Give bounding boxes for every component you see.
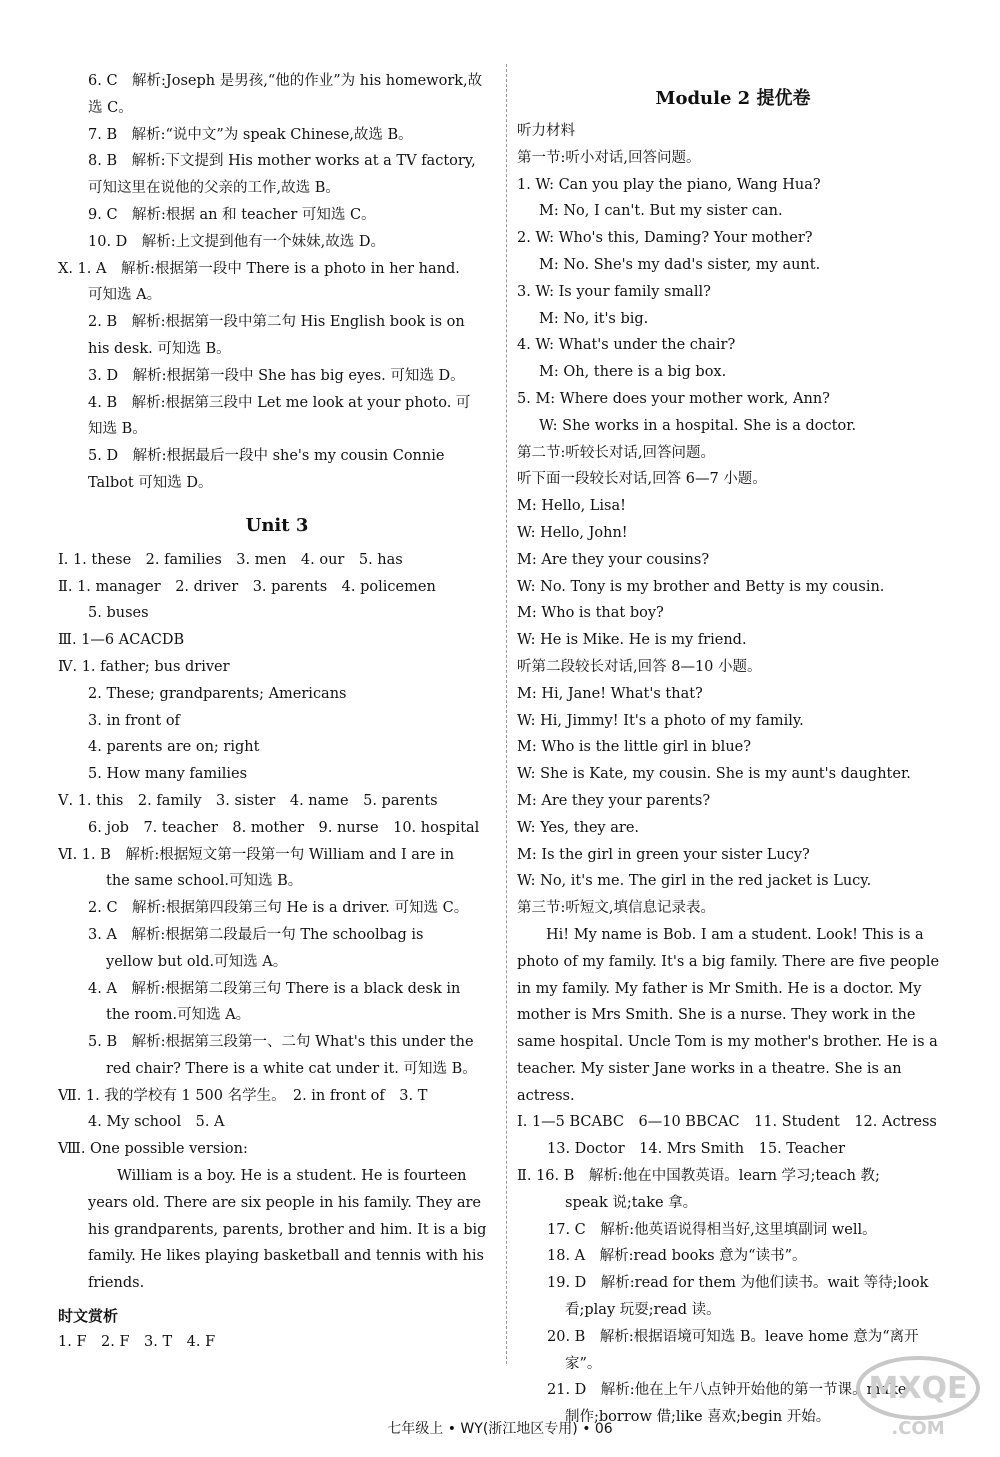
left-line: the same school.可知选 B。 <box>106 873 303 890</box>
left-line: 5. How many families <box>88 766 248 783</box>
right-line: 3. W: Is your family small? <box>517 283 711 300</box>
right-line: 19. D 解析:read for them 为他们读书。wait 等待;look <box>547 1275 929 1292</box>
left-line: 5. B 解析:根据第三段第一、二句 What's this under the <box>88 1034 474 1051</box>
left-line: his desk. 可知选 B。 <box>88 340 231 357</box>
left-line: Ⅳ. 1. father; bus driver <box>58 658 230 675</box>
listening-passage: Hi! My name is Bob. I am a student. Look! This is a photo of my family. It's a big family. There are five people in my family. My father is Mr Smith. He is a doctor. My mother is Mrs Smith. She is a nurse. They work in the same hospital. Uncle Tom is my mother's brother. He is a teacher. My sister Jane works in a theatre. She is an actress. <box>517 926 940 1104</box>
left-line: Ⅵ. 1. B 解析:根据短文第一段第一句 William and I are in <box>58 846 455 863</box>
left-line: 8. B 解析:下文提到 His mother works at a TV factory, <box>88 153 476 170</box>
left-line: 10. D 解析:上文提到他有一个妹妹,故选 D。 <box>88 233 386 250</box>
unit-title: Unit 3 <box>245 514 309 536</box>
left-line: 3. A 解析:根据第二段最后一句 The schoolbag is <box>88 926 424 943</box>
left-line: 3. in front of <box>88 712 180 729</box>
left-line: 6. job 7. teacher 8. mother 9. nurse 10. hospital <box>88 819 480 836</box>
left-line: yellow but old.可知选 A。 <box>106 953 288 970</box>
right-line: 18. A 解析:read books 意为“读书”。 <box>547 1248 807 1265</box>
right-line: W: She works in a hospital. She is a doctor. <box>539 417 857 434</box>
listening-script <box>517 118 949 922</box>
section-title: 时文赏析 <box>58 1307 119 1326</box>
section-answers: 1. F 2. F 3. T 4. F <box>58 1334 216 1351</box>
left-line: 知选 B。 <box>88 421 147 438</box>
right-line: 17. C 解析:他英语说得相当好,这里填副词 well。 <box>547 1221 877 1238</box>
right-line: 第一节:听小对话,回答问题。 <box>517 149 701 166</box>
right-line: 13. Doctor 14. Mrs Smith 15. Teacher <box>547 1141 846 1158</box>
right-line: 第二节:听较长对话,回答问题。 <box>517 444 715 461</box>
right-line: 21. D 解析:他在上午八点钟开始他的第一节课。make <box>547 1382 907 1399</box>
left-line: 4. My school 5. A <box>88 1114 225 1131</box>
module-title: Module 2 提优卷 <box>655 88 811 109</box>
left-line: 2. C 解析:根据第四段第三句 He is a driver. 可知选 C。 <box>88 900 469 917</box>
answer-lines-module1 <box>58 68 496 497</box>
left-line: Ⅷ. One possible version: <box>58 1141 248 1158</box>
left-line: 4. parents are on; right <box>88 739 260 756</box>
left-column <box>58 68 496 1356</box>
left-line: 6. C 解析:Joseph 是男孩,“他的作业”为 his homework,故 <box>88 73 483 89</box>
left-line: 可知选 A。 <box>88 287 162 304</box>
right-line: W: Yes, they are. <box>517 819 640 836</box>
left-line: red chair? There is a white cat under it. 可知选 B。 <box>106 1060 477 1077</box>
left-line: Ⅶ. 1. 我的学校有 1 500 名学生。 2. in front of 3. T <box>58 1087 428 1104</box>
left-line: 2. These; grandparents; Americans <box>88 685 347 702</box>
right-line: W: She is Kate, my cousin. She is my aunt's daughter. <box>517 766 911 783</box>
right-line: 听第二段较长对话,回答 8—10 小题。 <box>517 658 762 675</box>
left-line: Talbot 可知选 D。 <box>88 474 213 491</box>
left-line: Ⅰ. 1. these 2. families 3. men 4. our 5. has <box>58 551 403 568</box>
right-line: Ⅱ. 16. B 解析:他在中国教英语。learn 学习;teach 教; <box>517 1168 880 1185</box>
right-line: M: Are they your parents? <box>517 792 711 809</box>
svg-text:MXQE: MXQE <box>868 1371 968 1406</box>
left-line: 5. buses <box>88 605 149 622</box>
left-line: 4. B 解析:根据第三段中 Let me look at your photo. 可 <box>88 394 471 411</box>
right-line: M: Is the girl in green your sister Lucy? <box>517 846 810 863</box>
svg-text:.COM: .COM <box>891 1418 945 1439</box>
right-line: 听力材料 <box>517 123 575 139</box>
right-line: 第三节:听短文,填信息记录表。 <box>517 900 715 917</box>
right-line: Ⅰ. 1—5 BCABC 6—10 BBCAC 11. Student 12. Actress <box>517 1114 937 1131</box>
right-line: 4. W: What's under the chair? <box>517 337 736 354</box>
right-line: M: Are they your cousins? <box>517 551 710 568</box>
right-line: W: Hi, Jimmy! It's a photo of my family. <box>517 712 804 729</box>
right-line: W: He is Mike. He is my friend. <box>517 632 747 649</box>
right-line: W: No, it's me. The girl in the red jacket is Lucy. <box>517 873 872 890</box>
left-line: 4. A 解析:根据第二段第三句 There is a black desk in <box>88 980 461 997</box>
left-line: 7. B 解析:“说中文”为 speak Chinese,故选 B。 <box>88 126 413 143</box>
left-line: 9. C 解析:根据 an 和 teacher 可知选 C。 <box>88 206 376 223</box>
left-line: Ⅱ. 1. manager 2. driver 3. parents 4. policemen <box>58 578 436 595</box>
left-line: the room.可知选 A。 <box>106 1007 251 1024</box>
left-line: Ⅴ. 1. this 2. family 3. sister 4. name 5. parents <box>58 792 438 809</box>
right-line: 听下面一段较长对话,回答 6—7 小题。 <box>517 471 767 488</box>
right-column <box>517 68 949 1431</box>
sample-essay: William is a boy. He is a student. He is fourteen years old. There are six people in his family. They are his grandparents, parents, brother and him. It is a big family. He likes playing basketball and tennis with his friends. <box>88 1168 487 1292</box>
right-line: 5. M: Where does your mother work, Ann? <box>517 390 830 407</box>
right-line: M: No. She's my dad's sister, my aunt. <box>539 256 821 273</box>
right-line: W: No. Tony is my brother and Betty is my cousin. <box>517 578 885 595</box>
right-line: M: Hello, Lisa! <box>517 498 626 515</box>
right-line: M: Who is that boy? <box>517 605 664 622</box>
column-divider <box>506 64 507 1364</box>
left-line: 2. B 解析:根据第一段中第二句 His English book is on <box>88 314 465 331</box>
left-line: 5. D 解析:根据最后一段中 she's my cousin Connie <box>88 448 445 465</box>
right-line: M: Hi, Jane! What's that? <box>517 685 703 702</box>
right-line: 2. W: Who's this, Daming? Your mother? <box>517 230 813 247</box>
right-line: M: No, it's big. <box>539 310 649 327</box>
right-line: 制作;borrow 借;like 喜欢;begin 开始。 <box>565 1409 831 1426</box>
left-line: 可知这里在说他的父亲的工作,故选 B。 <box>88 180 340 197</box>
right-line: M: Who is the little girl in blue? <box>517 739 752 756</box>
right-line: 20. B 解析:根据语境可知选 B。leave home 意为“离开 <box>547 1328 919 1345</box>
right-line: M: Oh, there is a big box. <box>539 364 727 381</box>
page-footer: 七年级上 • WY(浙江地区专用) • 06 <box>387 1421 613 1437</box>
answer-lines-unit3 <box>58 547 496 1163</box>
right-line: M: No, I can't. But my sister can. <box>539 203 783 220</box>
left-line: 选 C。 <box>88 99 133 116</box>
watermark-logo <box>826 1350 986 1440</box>
left-line: Ⅹ. 1. A 解析:根据第一段中 There is a photo in her hand. <box>58 260 460 277</box>
right-line: speak 说;take 拿。 <box>565 1194 698 1211</box>
right-line: 家”。 <box>565 1355 602 1372</box>
right-line: 1. W: Can you play the piano, Wang Hua? <box>517 176 821 193</box>
right-line: W: Hello, John! <box>517 524 628 541</box>
left-line: 3. D 解析:根据第一段中 She has big eyes. 可知选 D。 <box>88 367 465 384</box>
right-line: 看;play 玩耍;read 读。 <box>565 1302 721 1319</box>
left-line: Ⅲ. 1—6 ACACDB <box>58 632 185 649</box>
